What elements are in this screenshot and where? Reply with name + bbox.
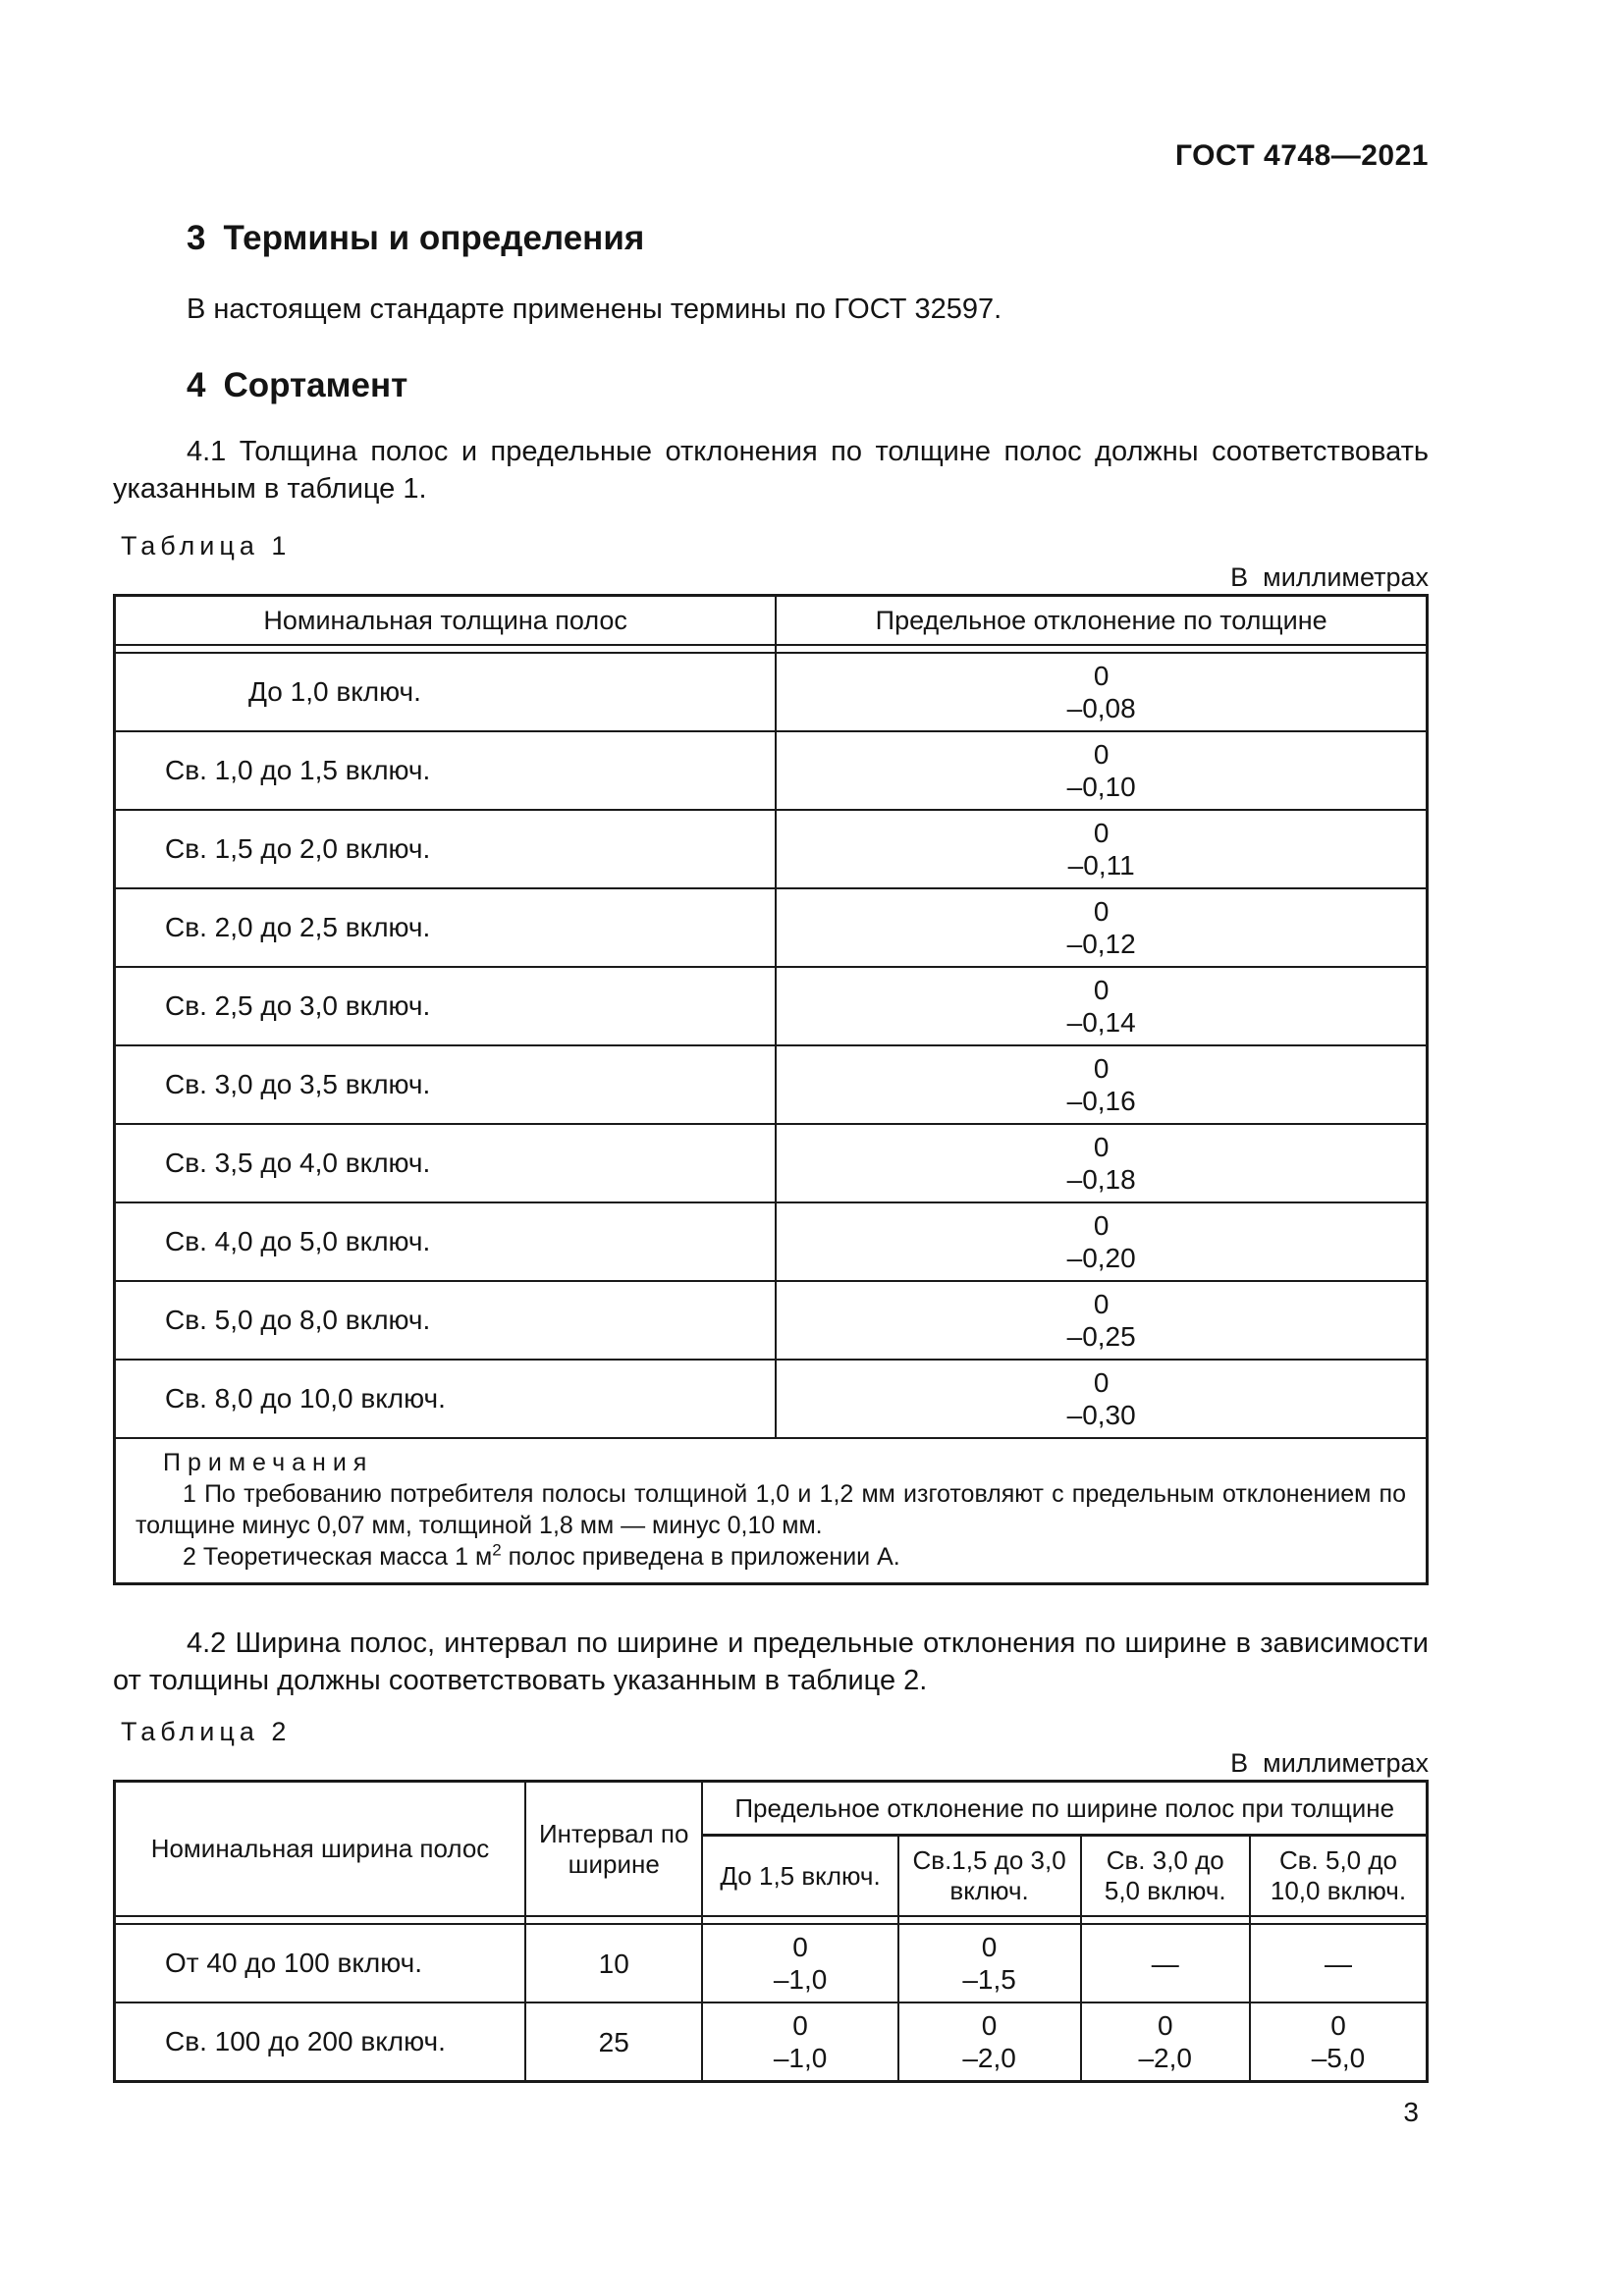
table-1-double-rule [115, 645, 1428, 653]
table-row [115, 810, 1428, 888]
t1-row-2-label: Св. 1,5 до 2,0 включ. [115, 810, 777, 888]
table-row [115, 967, 1428, 1045]
table-row [115, 1924, 1428, 2002]
note-2: 2 Теоретическая масса 1 м$^2$ полос приведена в приложении А. [183, 1540, 900, 1571]
table-2-sub-header-4: Св. 5,0 до 10,0 включ. [1250, 1836, 1428, 1917]
superscript-2: 2 [492, 1540, 502, 1560]
t1-row-7-tolerance: 0 –0,20 [776, 1202, 1427, 1281]
section-4-heading [113, 365, 1429, 406]
notes-title: Примечания [163, 1449, 374, 1476]
table-1-units: В миллиметрах [1230, 562, 1429, 592]
t2-row-1-interval: 25 [525, 2002, 702, 2082]
doc-standard-number: ГОСТ 4748—2021 [1174, 139, 1429, 172]
section-3-title: Термины и определения [223, 219, 645, 257]
table-2-units: В миллиметрах [1230, 1748, 1429, 1778]
t2-row-1-cell-3: 0 –2,0 [1081, 2002, 1250, 2082]
t2-row-0-cell-2: 0 –1,5 [898, 1924, 1081, 2002]
t2-row-1-cell-1: 0 –1,0 [702, 2002, 897, 2082]
t2-row-0-label: От 40 до 100 включ. [115, 1924, 525, 2002]
table-1-notes [115, 1438, 1428, 1584]
t1-row-6-label: Св. 3,5 до 4,0 включ. [115, 1124, 777, 1202]
table-1-col1-header: Номинальная толщина полос [115, 596, 777, 646]
section-3-number: 3 [187, 219, 206, 257]
t2-row-1-cell-2: 0 –2,0 [898, 2002, 1081, 2082]
t1-row-6-tolerance: 0 –0,18 [776, 1124, 1427, 1202]
table-2-caption: Таблица 2 [121, 1717, 292, 1746]
section-4-number: 4 [187, 366, 206, 404]
table-2-col1-header: Номинальная ширина полос [115, 1782, 525, 1917]
table-row [115, 653, 1428, 731]
table-row [115, 731, 1428, 810]
table-2-double-rule [115, 1916, 1428, 1924]
table-2-col2-header: Интервал по ширине [525, 1782, 702, 1917]
t2-row-0-cell-4: — [1250, 1924, 1428, 2002]
t1-row-4-tolerance: 0 –0,14 [776, 967, 1427, 1045]
table-row [115, 1124, 1428, 1202]
table-2-sub-header-1: До 1,5 включ. [702, 1836, 897, 1917]
t1-row-0-label: До 1,0 включ. [115, 653, 777, 731]
t1-row-3-label: Св. 2,0 до 2,5 включ. [115, 888, 777, 967]
t2-row-0-interval: 10 [525, 1924, 702, 2002]
table-2-sub-header-3: Св. 3,0 до 5,0 включ. [1081, 1836, 1250, 1917]
t1-row-8-tolerance: 0 –0,25 [776, 1281, 1427, 1360]
table-1-col2-header: Предельное отклонение по толщине [776, 596, 1427, 646]
table-1 [113, 594, 1429, 1585]
section-4-title: Сортамент [223, 366, 408, 404]
t1-row-5-tolerance: 0 –0,16 [776, 1045, 1427, 1124]
paragraph-4-2: 4.2 Ширина полос, интервал по ширине и предельные отклонения по ширине в зависимости от толщины должны соответствовать указанным в таблице 2. [113, 1628, 1429, 1696]
table-row [115, 1360, 1428, 1438]
t1-row-9-label: Св. 8,0 до 10,0 включ. [115, 1360, 777, 1438]
t2-row-0-cell-1: 0 –1,0 [702, 1924, 897, 2002]
table-2-sub-header-2: Св.1,5 до 3,0 включ. [898, 1836, 1081, 1917]
t1-row-9-tolerance: 0 –0,30 [776, 1360, 1427, 1438]
table-row [115, 1281, 1428, 1360]
t2-row-1-label: Св. 100 до 200 включ. [115, 2002, 525, 2082]
t1-row-0-tolerance: 0 –0,08 [776, 653, 1427, 731]
t2-row-0-cell-3: — [1081, 1924, 1250, 2002]
table-1-caption: Таблица 1 [121, 531, 292, 561]
t1-row-8-label: Св. 5,0 до 8,0 включ. [115, 1281, 777, 1360]
section-3-heading [113, 218, 1429, 259]
paragraph-4-1: 4.1 Толщина полос и предельные отклонения по толщине полос должны соответствовать указанным в таблице 1. [113, 436, 1429, 505]
t1-row-2-tolerance: 0 –0,11 [776, 810, 1427, 888]
table-1-notes-row [115, 1438, 1428, 1584]
table-1-header-row [115, 596, 1428, 646]
table-row [115, 2002, 1428, 2082]
t2-row-1-cell-4: 0 –5,0 [1250, 2002, 1428, 2082]
table-row [115, 1045, 1428, 1124]
section-3-paragraph: В настоящем стандарте применены термины по ГОСТ 32597. [187, 294, 1002, 325]
t1-row-7-label: Св. 4,0 до 5,0 включ. [115, 1202, 777, 1281]
table-2-group-header: Предельное отклонение по ширине полос при толщине [702, 1782, 1427, 1836]
table-row [115, 1202, 1428, 1281]
page-number: 3 [1403, 2097, 1419, 2127]
note-1: 1 По требованию потребителя полосы толщиной 1,0 и 1,2 мм изготовляют с предельным отклонением по толщине минус 0,07 мм, толщиной 1,8 мм — минус 0,10 мм. [135, 1480, 1406, 1539]
t1-row-1-label: Св. 1,0 до 1,5 включ. [115, 731, 777, 810]
t1-row-3-tolerance: 0 –0,12 [776, 888, 1427, 967]
table-2-header-row-1 [115, 1782, 1428, 1836]
t1-row-4-label: Св. 2,5 до 3,0 включ. [115, 967, 777, 1045]
table-2 [113, 1780, 1429, 2083]
table-row [115, 888, 1428, 967]
t1-row-1-tolerance: 0 –0,10 [776, 731, 1427, 810]
t1-row-5-label: Св. 3,0 до 3,5 включ. [115, 1045, 777, 1124]
